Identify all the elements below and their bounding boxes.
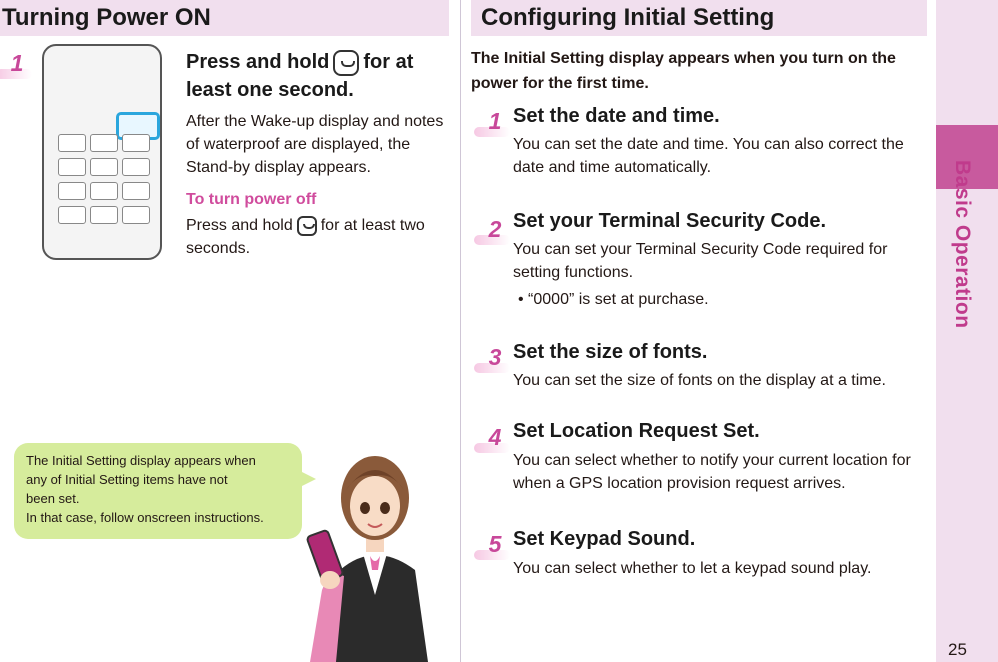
bubble-line: The Initial Setting display appears when — [26, 453, 256, 468]
sub-heading: To turn power off — [186, 191, 317, 208]
intro-text: The Initial Setting display appears when you turn on the power for the first time. — [471, 50, 896, 92]
power-key-icon — [333, 50, 359, 76]
bubble-line: In that case, follow onscreen instructions. — [26, 510, 264, 525]
step-body: You can select whether to let a keypad sound play. — [513, 560, 872, 577]
sub-body-part2: for at least two seconds. — [186, 217, 425, 257]
power-key-icon — [297, 216, 317, 236]
step-title: Set Keypad Sound. — [513, 528, 696, 550]
step-title-part2: for at least one second. — [186, 51, 414, 101]
step-title: Set the size of fonts. — [513, 341, 708, 363]
step-number: 4 — [480, 424, 510, 451]
step-title: Set Location Request Set. — [513, 420, 760, 442]
sub-body — [186, 214, 436, 260]
woman-illustration — [300, 420, 450, 662]
step-body: You can set the date and time. You can also correct the date and time automatically. — [513, 136, 904, 176]
column-divider — [460, 0, 461, 662]
step-body: After the Wake-up display and notes of waterproof are displayed, the Stand-by display appears. — [186, 113, 444, 176]
keypad-grid — [58, 134, 150, 224]
step-note: • “0000” is set at purchase. — [518, 291, 709, 308]
step-body: You can select whether to notify your current location for when a GPS location provision request arrives. — [513, 452, 911, 492]
step-title: Set the date and time. — [513, 105, 720, 127]
step-number: 3 — [480, 344, 510, 371]
step-number: 5 — [480, 531, 510, 558]
speech-bubble — [14, 443, 302, 539]
bubble-line: been set. — [26, 491, 80, 506]
bubble-line: any of Initial Setting items have not — [26, 472, 228, 487]
step-title-part1: Press and hold — [186, 51, 330, 73]
section-side-tab — [936, 0, 998, 662]
step-body: You can set your Terminal Security Code required for setting functions. — [513, 241, 888, 281]
step-number: 1 — [480, 108, 510, 135]
section-header-initial-setting: Configuring Initial Setting — [471, 0, 927, 36]
page-number: 25 — [948, 640, 967, 659]
sub-body-part1: Press and hold — [186, 217, 293, 234]
step-title — [186, 48, 450, 104]
phone-keypad-illustration — [42, 44, 162, 260]
side-tab-label: Basic Operation — [951, 160, 974, 329]
step-number: 1 — [2, 50, 32, 77]
step-title: Set your Terminal Security Code. — [513, 210, 827, 232]
step-body: You can set the size of fonts on the display at a time. — [513, 372, 886, 389]
step-number: 2 — [480, 216, 510, 243]
section-header-turning-power-on: Turning Power ON — [0, 0, 449, 36]
